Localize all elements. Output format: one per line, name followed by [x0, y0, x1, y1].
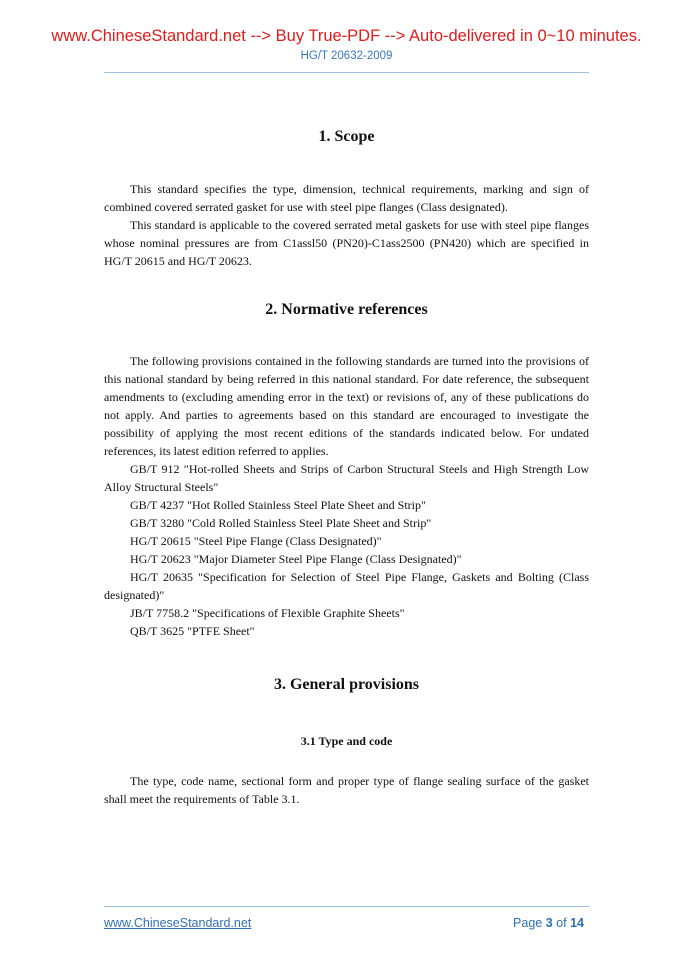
section-title-general-provisions: 3. General provisions — [273, 676, 420, 693]
normative-intro-paragraph: The following provisions contained in the following standards are turned into the provisions of this national standard by being referred in this national standard. For date reference, the subsequent amendments to (excluding amending error in the text) or revisions of, any of these publications do not apply. And parties to agreements based on this standard are encouraged to investigate the possibility of applying the most recent editions of the standards indicated below. For undated references, its latest edition referred to applies. — [104, 354, 589, 458]
reference-list — [104, 460, 589, 640]
reference-item: GB/T 4237 "Hot Rolled Stainless Steel Plate Sheet and Strip" — [130, 498, 426, 512]
reference-item: HG/T 20623 "Major Diameter Steel Pipe Flange (Class Designated)" — [130, 552, 462, 566]
reference-item: GB/T 3280 "Cold Rolled Stainless Steel Plate Sheet and Strip" — [130, 516, 432, 530]
general-paragraph-1: The type, code name, sectional form and proper type of flange sealing surface of the gasket shall meet the requirements of Table 3.1. — [104, 774, 589, 806]
header-divider — [104, 72, 589, 73]
reference-item: JB/T 7758.2 "Specifications of Flexible Graphite Sheets" — [130, 606, 405, 620]
reference-item: GB/T 912 ″Hot-rolled Sheets and Strips of Carbon Structural Steels and High Strength Low Alloy Structural Steels" — [104, 462, 589, 494]
page-total: 14 — [570, 916, 584, 930]
footer-divider — [104, 906, 589, 907]
scope-paragraph-1: This standard specifies the type, dimension, technical requirements, marking and sign of combined covered serrated gasket for use with steel pipe flanges (Class designated). — [104, 182, 589, 214]
section-title-scope: 1. Scope — [318, 128, 375, 145]
page-of-label: of — [556, 916, 567, 930]
page-label: Page — [513, 916, 543, 930]
promo-banner-link[interactable]: www.ChineseStandard.net --> Buy True-PDF --> Auto-delivered in 0~10 minutes. — [51, 27, 642, 45]
subsection-title-type-and-code: 3.1 Type and code — [300, 734, 393, 748]
footer-website-link[interactable]: www.ChineseStandard.net — [104, 916, 252, 930]
page-indicator — [513, 916, 584, 930]
reference-item: HG/T 20615 "Steel Pipe Flange (Class Designated)" — [130, 534, 382, 548]
document-code: HG/T 20632-2009 — [300, 50, 393, 62]
section-title-normative-references: 2. Normative references — [265, 301, 428, 318]
reference-item: HG/T 20635 "Specification for Selection of Steel Pipe Flange, Gaskets and Bolting (Class designated)" — [104, 570, 589, 602]
scope-paragraph-2: This standard is applicable to the covered serrated metal gaskets for use with steel pipe flanges whose nominal pressures are from C1assl50 (PN20)-C1ass2500 (PN420) which are specified in HG/T 20615 and HG/T 20623. — [104, 218, 589, 268]
reference-item: QB/T 3625 "PTFE Sheet" — [130, 624, 255, 638]
page-current: 3 — [545, 916, 553, 930]
